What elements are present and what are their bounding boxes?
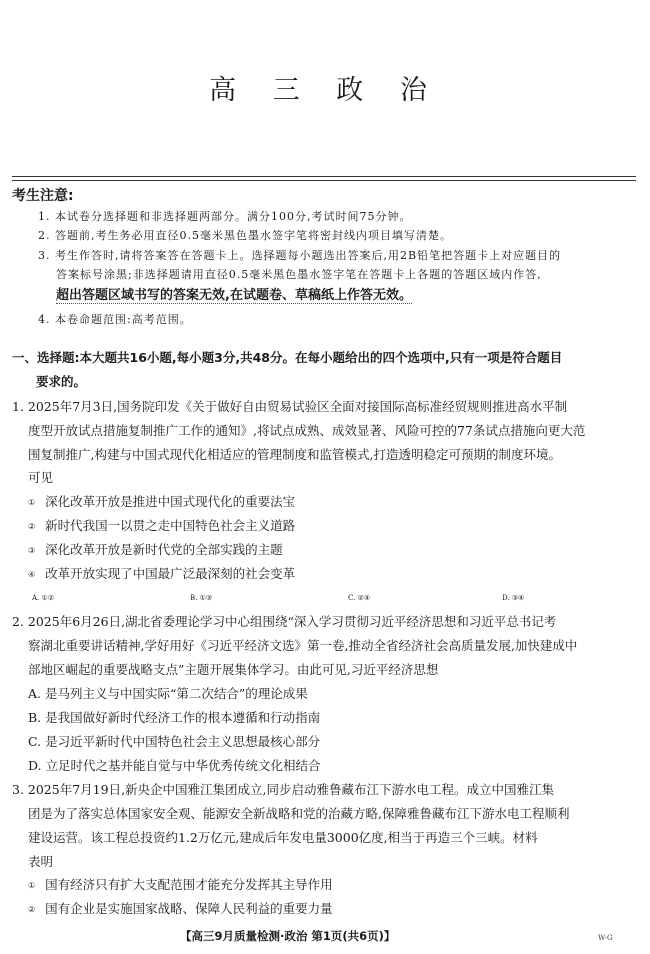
q1-item-4-text: 改革开放实现了中国最广泛最深刻的社会变革 (45, 566, 296, 581)
q1-item-3-mark: ③ (28, 546, 36, 555)
section-title: 一、选择题:本大题共16小题,每小题3分,共48分。在每小题给出的四个选项中,只有一项是符合题目 (12, 350, 563, 365)
q3-stem-line-4: 表明 (28, 854, 54, 869)
q3-item-1-text: 国有经济只有扩大支配范围才能充分发挥其主导作用 (45, 877, 333, 892)
q1-stem-line-3: 围复制推广,构建与中国式现代化相适应的管理制度和监管模式,打造透明稳定可预期的制度环境。 (28, 447, 561, 462)
q3-item-2 (28, 899, 333, 917)
q1-item-3 (28, 540, 283, 558)
page-footer: 【高三9月质量检测·政治 第1页(共6页)】 (180, 929, 396, 943)
q1-item-2-mark: ② (28, 522, 36, 531)
q2-option-b: B. 是我国做好新时代经济工作的根本遵循和行动指南 (28, 710, 321, 725)
q1-item-3-text: 深化改革开放是新时代党的全部实践的主题 (45, 542, 283, 557)
notice-item-3-bold: 超出答题区域书写的答案无效,在试题卷、草稿纸上作答无效。 (56, 284, 412, 304)
q1-item-4 (28, 564, 295, 582)
section-title-cont: 要求的。 (36, 374, 87, 389)
q2-stem-line-3: 部地区崛起的重要战略支点”主题开展集体学习。由此可见,习近平经济思想 (28, 662, 439, 677)
header-rule-thin (12, 180, 636, 181)
notice-heading: 考生注意: (12, 188, 74, 204)
q2-stem-line-2: 察湖北重要讲话精神,学好用好《习近平经济文选》第一卷,推动全省经济社会高质量发展,加快建成中 (28, 638, 578, 653)
q2-option-a: A. 是马列主义与中国实际“第二次结合”的理论成果 (28, 686, 308, 701)
q3-item-1 (28, 875, 333, 893)
q1-choice-d: D. ③④ (502, 594, 525, 602)
q1-item-1 (28, 492, 295, 510)
q3-item-2-mark: ② (28, 905, 36, 914)
q1-stem-line-4: 可见 (28, 470, 54, 485)
notice-item-3: 3. 考生作答时,请将答案答在答题卡上。选择题每小题选出答案后,用2B铅笔把答题卡上对应题目的 (38, 249, 562, 262)
q1-item-1-mark: ① (28, 498, 36, 507)
notice-item-4: 4. 本卷命题范围:高考范围。 (38, 313, 192, 326)
q3-item-2-text: 国有企业是实施国家战略、保障人民利益的重要力量 (45, 901, 333, 916)
footer-code: W-G (598, 934, 613, 942)
q1-item-4-mark: ④ (28, 570, 36, 579)
q1-choice-c: C. ②④ (348, 594, 371, 602)
q3-item-1-mark: ① (28, 881, 36, 890)
q3-stem-line-2: 团是为了落实总体国家安全观、能源安全新战略和党的治藏方略,保障雅鲁藏布江下游水电工程顺利 (28, 806, 570, 821)
header-rule (12, 176, 636, 177)
q1-item-1-text: 深化改革开放是推进中国式现代化的重要法宝 (45, 494, 296, 509)
notice-item-3-cont: 答案标号涂黑;非选择题请用直径0.5毫米黑色墨水签字笔在答题卡上各题的答题区域内作答, (56, 268, 542, 281)
notice-item-2: 2. 答题前,考生务必用直径0.5毫米黑色墨水签字笔将密封线内项目填写清楚。 (38, 229, 452, 242)
q1-item-2 (28, 516, 295, 534)
q1-choice-a: A. ①② (32, 594, 55, 602)
q1-stem-line-1: 1. 2025年7月3日,国务院印发《关于做好自由贸易试验区全面对接国际高标准经贸规则推进高水平制 (12, 399, 568, 414)
q2-option-c: C. 是习近平新时代中国特色社会主义思想最核心部分 (28, 734, 321, 749)
q1-stem-line-2: 度型开放试点措施复制推广工作的通知》,将试点成熟、成效显著、风险可控的77条试点措施向更大范 (28, 423, 586, 438)
q1-choice-b: B. ①③ (190, 594, 213, 602)
q2-stem-line-1: 2. 2025年6月26日,湖北省委理论学习中心组围绕“深入学习贯彻习近平经济思想和习近平总书记考 (12, 614, 557, 629)
q1-item-2-text: 新时代我国一以贯之走中国特色社会主义道路 (45, 518, 296, 533)
page-title: 高 三 政 治 (209, 75, 441, 106)
q3-stem-line-3: 建设运营。该工程总投资约1.2万亿元,建成后年发电量3000亿度,相当于再造三个三峡。材料 (28, 830, 538, 845)
q2-option-d: D. 立足时代之基并能自觉与中华优秀传统文化相结合 (28, 758, 321, 773)
notice-item-1: 1. 本试卷分选择题和非选择题两部分。满分100分,考试时间75分钟。 (38, 210, 412, 223)
q3-stem-line-1: 3. 2025年7月19日,新央企中国雅江集团成立,同步启动雅鲁藏布江下游水电工程。成立中国雅江集 (12, 782, 555, 797)
